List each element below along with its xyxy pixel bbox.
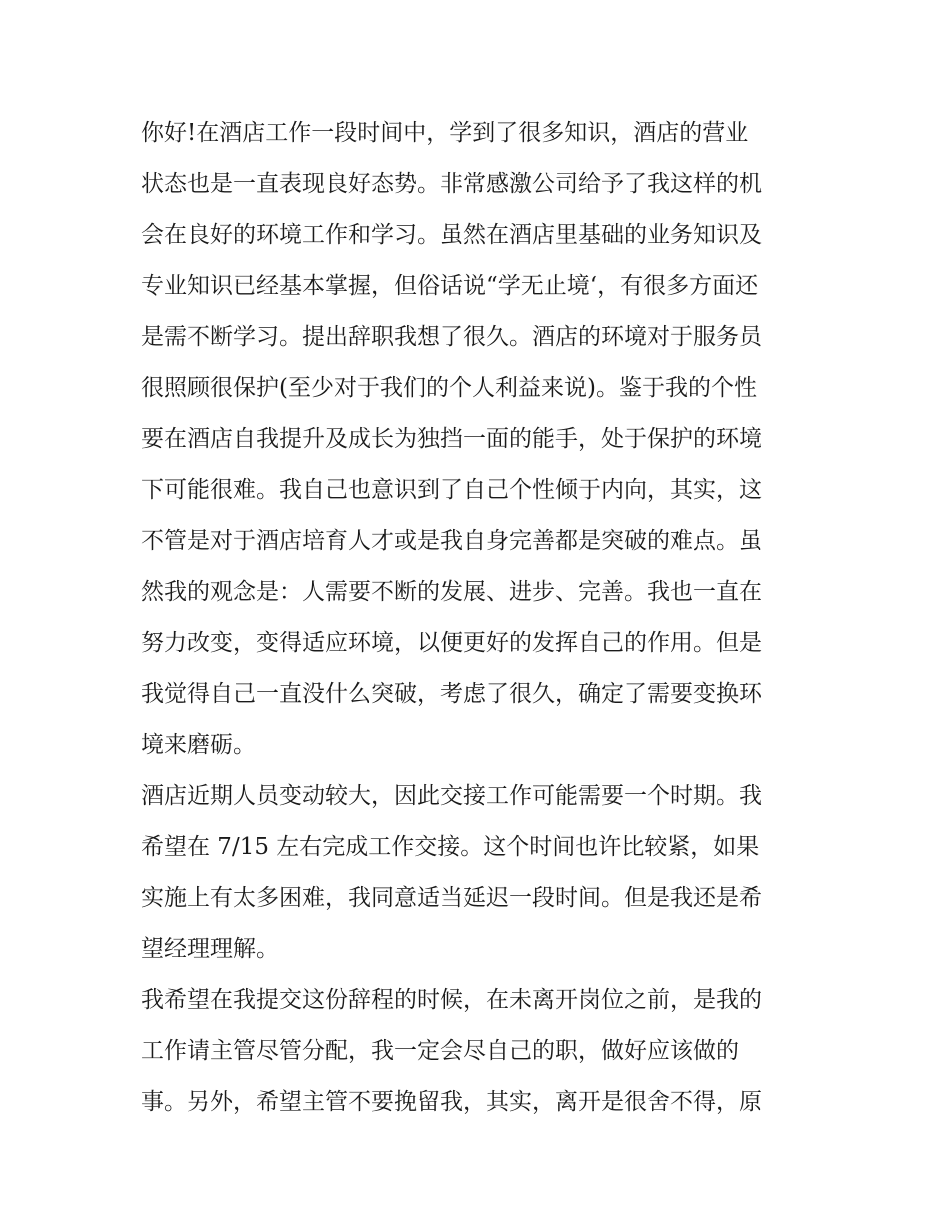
letter-body bbox=[141, 108, 816, 1128]
text-line: 我希望在我提交这份辞程的时候，在未离开岗位之前，是我的 bbox=[141, 987, 762, 1013]
text-line: 实施上有太多困难，我同意适当延迟一段时间。但是我还是希 bbox=[141, 885, 762, 911]
text-line: 境来磨砺。 bbox=[141, 732, 256, 758]
text-line: 希望在 7/15 左右完成工作交接。这个时间也许比较紧，如果 bbox=[141, 834, 760, 860]
text-line: 我觉得自己一直没什么突破，考虑了很久，确定了需要变换环 bbox=[141, 681, 762, 707]
text-line: 努力改变，变得适应环境，以便更好的发挥自己的作用。但是 bbox=[141, 630, 762, 656]
text-line: 事。另外，希望主管不要挽留我，其实，离开是很舍不得，原 bbox=[141, 1089, 762, 1115]
text-line: 很照顾很保护(至少对于我们的个人利益来说)。鉴于我的个性 bbox=[141, 375, 757, 401]
text-line: 下可能很难。我自己也意识到了自己个性倾于内向，其实，这 bbox=[141, 477, 762, 503]
text-line: 专业知识已经基本掌握，但俗话说“学无止境‘，有很多方面还 bbox=[141, 273, 759, 299]
text-line: 要在酒店自我提升及成长为独挡一面的能手，处于保护的环境 bbox=[141, 426, 762, 452]
paragraph-2 bbox=[141, 771, 816, 975]
text-line: 然我的观念是：人需要不断的发展、进步、完善。我也一直在 bbox=[141, 579, 762, 605]
paragraph-3 bbox=[141, 975, 816, 1128]
text-line: 你好!在酒店工作一段时间中，学到了很多知识，酒店的营业 bbox=[141, 120, 749, 146]
text-line: 是需不断学习。提出辞职我想了很久。酒店的环境对于服务员 bbox=[141, 324, 762, 350]
text-line: 工作请主管尽管分配，我一定会尽自己的职，做好应该做的 bbox=[141, 1038, 739, 1064]
paragraph-1 bbox=[141, 108, 816, 771]
text-line: 状态也是一直表现良好态势。非常感激公司给予了我这样的机 bbox=[141, 171, 762, 197]
text-line: 不管是对于酒店培育人才或是我自身完善都是突破的难点。虽 bbox=[141, 528, 762, 554]
text-line: 会在良好的环境工作和学习。虽然在酒店里基础的业务知识及 bbox=[141, 222, 762, 248]
text-line: 望经理理解。 bbox=[141, 936, 279, 962]
text-line: 酒店近期人员变动较大，因此交接工作可能需要一个时期。我 bbox=[141, 783, 762, 809]
